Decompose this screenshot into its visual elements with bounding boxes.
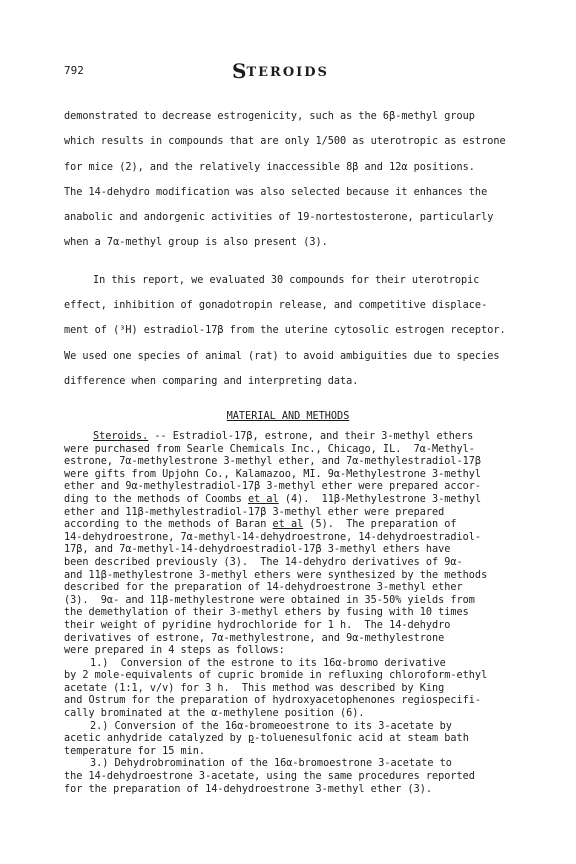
methods-text-fragment: -toluenesulfonic acid at steam bath [254,733,469,745]
methods-line: been described previously (3). The 14-dehydro derivatives of 9α- [64,556,463,568]
methods-line: and Ostrum for the preparation of hydroxyacetophenones regiospecifi- [64,695,482,707]
methods-text-fragment: according to the methods of Baran [64,519,273,531]
methods-line: (3). 9α- and 11β-methylestrone were obtained in 35-50% yields from [64,594,475,606]
methods-line: the demethylation of their 3-methyl ethers by fusing with 10 times [64,607,469,619]
methods-line: ether and 9α-methylestradiol-17β 3-methyl ether were prepared accor- [64,481,482,493]
steroids-label: Steroids. [93,431,149,442]
methods-line: estrone, 7α-methylestrone 3-methyl ether, and 7α-methylestradiol-17β [64,456,482,468]
methods-line [64,519,544,532]
introduction-text [64,104,544,394]
intro-line: In this report, we evaluated 30 compounds for their uterotropic [93,274,480,286]
methods-line: the 14-dehydroestrone 3-acetate, using the same procedures reported [64,771,475,783]
journal-title-rest: TEROIDS [246,65,329,80]
methods-line: were gifts from Upjohn Co., Kalamazoo, MI. 9α-Methylestrone 3-methyl [64,468,482,480]
methods-line: by 2 mole-equivalents of cupric bromide in refluxing chloroform-ethyl [64,670,488,682]
methods-line: their weight of pyridine hydrochloride for 1 h. The 14-dehydro [64,619,451,631]
methods-line: 14-dehydroestrone, 7α-methyl-14-dehydroestrone, 14-dehydroestradiol- [64,531,482,543]
steroids-paragraph-start [64,431,544,444]
methods-text [64,431,544,796]
methods-line: ether and 11β-methylestradiol-17β 3-methyl ether were prepared [64,506,445,518]
methods-text-fragment: (4). 11β-Methylestrone 3-methyl [278,493,482,505]
methods-line: 17β, and 7α-methyl-14-dehydroestradiol-17β 3-methyl ethers have [64,544,451,556]
intro-line: ment of (³H) estradiol-17β from the uterine cytosolic estrogen receptor. [64,325,506,337]
step-3-start: 3.) Dehydrobromination of the 16α-bromoestrone 3-acetate to [90,758,452,770]
section-heading: MATERIAL AND METHODS [226,411,350,422]
methods-line: and 11β-methylestrone 3-methyl ethers were synthesized by the methods [64,569,488,581]
step-1-start: 1.) Conversion of the estrone to its 16α-bromo derivative [90,657,446,669]
methods-line: described for the preparation of 14-dehydroestrone 3-methyl ether [64,582,463,594]
methods-line: were purchased from Searle Chemicals Inc., Chicago, IL. 7α-Methyl- [64,443,475,455]
methods-text-fragment: ding to the methods of Coombs [64,493,249,505]
intro-line: which results in compounds that are only 1/500 as uterotropic as estrone [64,136,506,148]
et-al-citation: et al [272,519,304,531]
intro-line: difference when comparing and interpreting data. [64,375,359,387]
intro-line: anabolic and andorgenic activities of 19-nortestosterone, particularly [64,212,494,224]
journal-title-initial: S [232,59,247,83]
methods-line: for the preparation of 14-dehydroestrone 3-methyl ether (3). [64,783,433,795]
page-header [0,59,576,86]
methods-line: were prepared in 4 steps as follows: [64,645,285,657]
methods-text-fragment: acetic anhydride catalyzed by [64,733,249,745]
intro-line: effect, inhibition of gonadotropin release, and competitive displace- [64,300,488,312]
methods-line: acetate (1:1, v/v) for 3 h. This method was described by King [64,682,445,694]
intro-line: demonstrated to decrease estrogenicity, such as the 6β-methyl group [64,111,475,122]
methods-line: cally brominated at the α-methylene position (6). [64,708,365,720]
page-number: 792 [64,64,84,77]
step-2-start: 2.) Conversion of the 16α-bromeoestrone to its 3-acetate by [90,720,452,732]
methods-line [64,733,544,746]
intro-line: for mice (2), and the relatively inaccessible 8β and 12α positions. [64,161,475,173]
methods-line: temperature for 15 min. [64,745,206,757]
methods-line [64,494,544,507]
intro-line: We used one species of animal (rat) to avoid ambiguities due to species [64,350,500,362]
intro-line: when a 7α-methyl group is also present (3). [64,237,328,249]
steroids-text: -- Estradiol-17β, estrone, and their 3-methyl ethers [148,431,474,442]
journal-title [232,59,329,83]
para-prefix: p [248,733,255,745]
et-al-citation: et al [248,493,279,505]
intro-line: The 14-dehydro modification was also selected because it enhances the [64,186,488,198]
methods-line: derivatives of estrone, 7α-methylestrone, and 9α-methylestrone [64,632,445,644]
methods-text-fragment: (5). The preparation of [303,519,457,531]
